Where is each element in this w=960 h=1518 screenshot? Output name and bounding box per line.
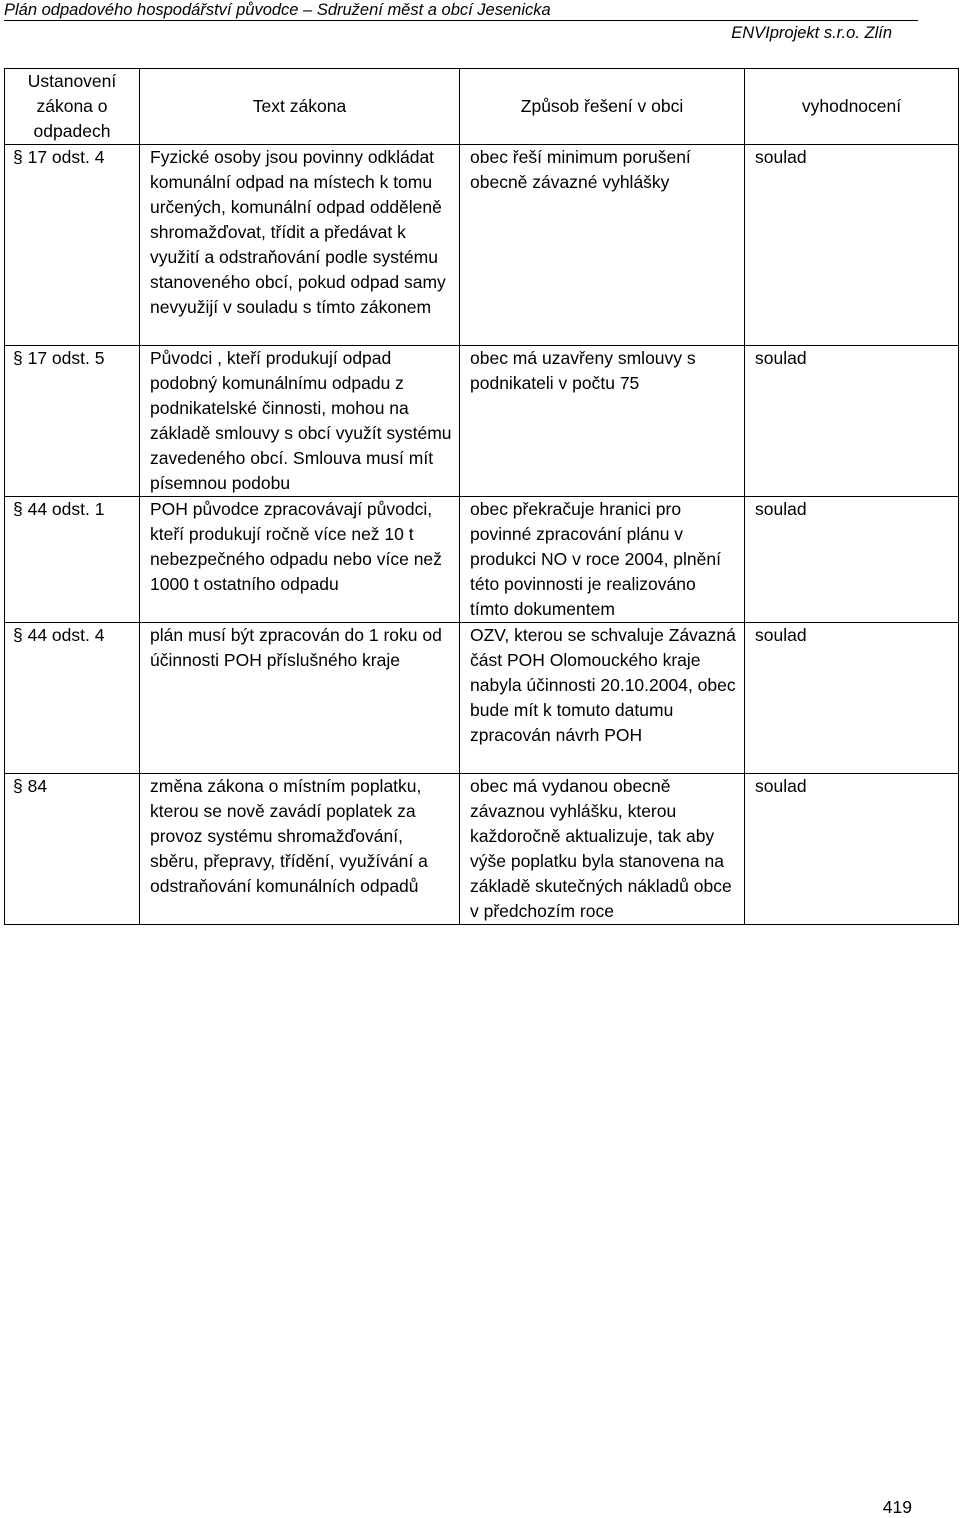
table-row: [5, 145, 959, 346]
evaluation-cell: soulad: [745, 623, 959, 774]
header-provision: Ustanovení zákona o odpadech: [5, 69, 140, 145]
table-row: [5, 774, 959, 925]
evaluation-cell: soulad: [745, 346, 959, 497]
table-row: [5, 346, 959, 497]
solution-cell: obec má vydanou obecně závaznou vyhlášku, kterou každoročně aktualizuje, tak aby výše poplatku byla stanovena na základě skutečných nákladů obce v předchozím roce: [460, 774, 745, 925]
evaluation-cell: soulad: [745, 145, 959, 346]
law-text-cell: POH původce zpracovávají původci, kteří produkují ročně více než 10 t nebezpečného odpadu nebo více než 1000 t ostatního odpadu: [140, 497, 460, 623]
solution-cell: obec překračuje hranici pro povinné zpracování plánu v produkci NO v roce 2004, plnění této povinnosti je realizováno tímto dokumentem: [460, 497, 745, 623]
provision-cell: § 44 odst. 4: [5, 623, 140, 774]
law-text-cell: plán musí být zpracován do 1 roku od účinnosti POH příslušného kraje: [140, 623, 460, 774]
header-divider: [4, 20, 918, 21]
header-law-text: Text zákona: [140, 69, 460, 145]
provision-cell: § 17 odst. 4: [5, 145, 140, 346]
company-name: ENVIprojekt s.r.o. Zlín: [731, 24, 892, 42]
law-text-cell: Původci , kteří produkují odpad podobný komunálnímu odpadu z podnikatelské činnosti, mohou na základě smlouvy s obcí využít systému zavedeného obcí. Smlouva musí mít písemnou podobu: [140, 346, 460, 497]
law-compliance-table: [4, 68, 959, 925]
page-number: 419: [882, 1497, 912, 1517]
header-solution: Způsob řešení v obci: [460, 69, 745, 145]
solution-cell: OZV, kterou se schvaluje Závazná část POH Olomouckého kraje nabyla účinnosti 20.10.2004, obec bude mít k tomuto datumu zpracován návrh POH: [460, 623, 745, 774]
header-evaluation: vyhodnocení: [745, 69, 959, 145]
evaluation-cell: soulad: [745, 774, 959, 925]
table-row: [5, 497, 959, 623]
provision-cell: § 84: [5, 774, 140, 925]
provision-cell: § 17 odst. 5: [5, 346, 140, 497]
document-title: Plán odpadového hospodářství původce – Sdružení měst a obcí Jesenicka: [4, 1, 551, 19]
evaluation-cell: soulad: [745, 497, 959, 623]
table-header-row: [5, 69, 959, 145]
law-text-cell: změna zákona o místním poplatku, kterou se nově zavádí poplatek za provoz systému shromažďování, sběru, přepravy, třídění, využívání a odstraňování komunálních odpadů: [140, 774, 460, 925]
law-text-cell: Fyzické osoby jsou povinny odkládat komunální odpad na místech k tomu určených, komunální odpad odděleně shromažďovat, třídit a předávat k využití a odstraňování podle systému stanoveného obcí, pokud odpad samy nevyužijí v souladu s tímto zákonem: [140, 145, 460, 346]
table-row: [5, 623, 959, 774]
solution-cell: obec řeší minimum porušení obecně závazné vyhlášky: [460, 145, 745, 346]
solution-cell: obec má uzavřeny smlouvy s podnikateli v počtu 75: [460, 346, 745, 497]
provision-cell: § 44 odst. 1: [5, 497, 140, 623]
